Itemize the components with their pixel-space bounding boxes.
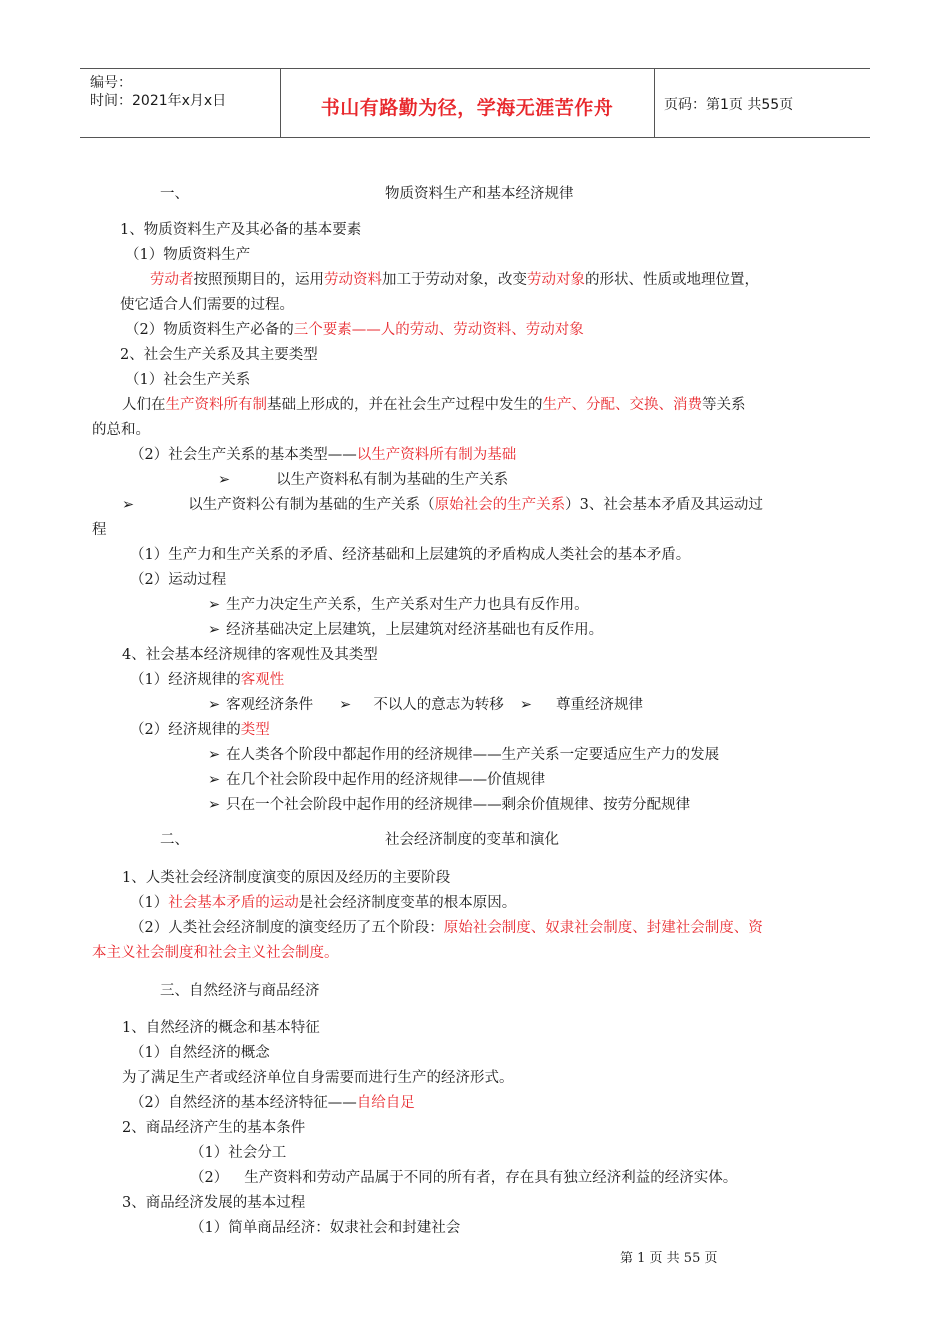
heading-4: 4、社会基本经济规律的客观性及其类型 xyxy=(122,647,378,663)
text-span: 加工于劳动对象，改变 xyxy=(382,272,527,288)
arrow-bullet-icon: ➢ xyxy=(122,497,135,513)
text-span: 的形状、性质或地理位置， xyxy=(585,272,759,288)
text-span: 基础上形成的，并在社会生产过程中发生的 xyxy=(267,397,543,413)
five-stages-continuation: 本主义社会制度和社会主义社会制度。 xyxy=(92,945,339,961)
three-elements: 三个要素——人的劳动、劳动资料、劳动对象 xyxy=(293,322,584,338)
term-laborer: 劳动者 xyxy=(150,272,194,288)
text-span: 是社会经济制度变革的根本原因。 xyxy=(298,895,517,911)
text-span: 在几个社会阶段中起作用的经济规律——价值规律 xyxy=(226,772,546,788)
text-span: （2）物质资料生产必备的 xyxy=(125,322,294,338)
subheading-1-1: （1）物质资料生产 xyxy=(125,247,251,263)
heading-1: 1、物质资料生产及其必备的基本要素 xyxy=(120,222,362,238)
text-span: 不以人的意志为转移 xyxy=(373,697,504,713)
term-ownership: 生产资料所有制 xyxy=(165,397,267,413)
heading-s2-1: 1、人类社会经济制度演变的原因及经历的主要阶段 xyxy=(122,870,451,886)
arrow-bullet-icon: ➢ xyxy=(208,622,221,638)
section-1-title: 物质资料生产和基本经济规律 xyxy=(385,186,574,202)
term-self-sufficiency: 自给自足 xyxy=(356,1095,415,1111)
paragraph-continuation-3: 程 xyxy=(92,522,107,538)
header-page-info: 页码：第1页 共55页 xyxy=(664,97,794,113)
section-2-number: 二、 xyxy=(160,832,189,848)
paragraph-relations-definition xyxy=(122,395,746,415)
arrow-bullet-icon: ➢ xyxy=(208,747,221,763)
text-span: 在人类各个阶段中都起作用的经济规律——生产关系一定要适应生产力的发展 xyxy=(226,747,720,763)
bullet-economic-base xyxy=(208,620,603,640)
subheading-3-1: （1）生产力和生产关系的矛盾、经济基础和上层建筑的矛盾构成人类社会的基本矛盾。 xyxy=(130,547,691,563)
subheading-s3-1-1: （1）自然经济的概念 xyxy=(130,1045,270,1061)
text-span: 客观经济条件 xyxy=(226,697,314,713)
text-span: 生产力决定生产关系，生产关系对生产力也具有反作用。 xyxy=(226,597,589,613)
term-objectivity: 客观性 xyxy=(240,672,285,688)
header-motto-cell xyxy=(280,69,655,137)
text-span: 等关系 xyxy=(702,397,746,413)
section-3-title: 三、自然经济与商品经济 xyxy=(160,983,320,999)
header-motto: 书山有路勤为径，学海无涯苦作舟 xyxy=(320,97,614,119)
arrow-bullet-icon: ➢ xyxy=(208,697,221,713)
subheading-s3-2-1: （1）社会分工 xyxy=(190,1145,287,1161)
text-span: 尊重经济规律 xyxy=(555,697,643,713)
term-five-stages: 原始社会制度、奴隶社会制度、封建社会制度、资 xyxy=(443,920,763,936)
bullet-law-several-stages xyxy=(208,770,545,790)
term-based-on-ownership: 以生产资料所有制为基础 xyxy=(356,447,517,463)
subheading-4-1 xyxy=(130,670,284,690)
bullet-productive-forces xyxy=(208,595,589,615)
subheading-4-2 xyxy=(130,720,270,740)
term-types: 类型 xyxy=(240,722,270,738)
header-right-cell xyxy=(654,69,870,137)
arrow-bullet-icon: ➢ xyxy=(339,697,352,713)
arrow-bullet-icon: ➢ xyxy=(208,597,221,613)
term-labor-object: 劳动对象 xyxy=(527,272,585,288)
arrow-bullet-icon: ➢ xyxy=(208,772,221,788)
paragraph-continuation-2: 的总和。 xyxy=(92,422,150,438)
header-left-cell xyxy=(80,69,281,137)
heading-2: 2、社会生产关系及其主要类型 xyxy=(120,347,318,363)
subheading-s2-1-1 xyxy=(130,893,516,913)
bullet-public-ownership xyxy=(122,495,763,515)
term-primitive-relations: 原始社会的生产关系 xyxy=(434,497,566,513)
text-span: 经济基础决定上层建筑，上层建筑对经济基础也有反作用。 xyxy=(226,622,604,638)
text-span: （2）经济规律的 xyxy=(130,722,241,738)
section-1-number: 一、 xyxy=(160,186,189,202)
term-labor-means: 劳动资料 xyxy=(324,272,382,288)
heading-s3-3: 3、商品经济发展的基本过程 xyxy=(122,1195,306,1211)
subheading-s3-3-1: （1）简单商品经济：奴隶社会和封建社会 xyxy=(190,1220,461,1236)
bullet-row-objectivity xyxy=(208,695,643,715)
text-span: 人们在 xyxy=(122,397,166,413)
date-label: 时间：2021年x月x日 xyxy=(90,93,227,109)
text-span: 只在一个社会阶段中起作用的经济规律——剩余价值规律、按劳分配规律 xyxy=(226,797,691,813)
term-basic-contradiction: 社会基本矛盾的运动 xyxy=(168,895,299,911)
subheading-1-2 xyxy=(125,320,584,340)
heading-s3-1: 1、自然经济的概念和基本特征 xyxy=(122,1020,320,1036)
text-span: （1） xyxy=(130,895,169,911)
document-header xyxy=(80,68,870,138)
text-span: 以生产资料私有制为基础的生产关系 xyxy=(276,472,509,488)
subheading-3-2: （2）运动过程 xyxy=(130,572,227,588)
bullet-private-ownership xyxy=(218,470,508,490)
text-span: （2） xyxy=(190,1170,229,1186)
text-span: （2）自然经济的基本经济特征—— xyxy=(130,1095,357,1111)
subheading-2-1: （1）社会生产关系 xyxy=(125,372,251,388)
subheading-s3-1-2 xyxy=(130,1093,415,1113)
page-footer: 第 1 页 共 55 页 xyxy=(620,1251,718,1266)
text-span: ）3、社会基本矛盾及其运动过 xyxy=(565,497,763,513)
text-span: （1）经济规律的 xyxy=(130,672,241,688)
bullet-law-one-stage xyxy=(208,795,690,815)
code-label: 编号： xyxy=(90,75,132,91)
text-span: 按照预期目的，运用 xyxy=(193,272,324,288)
text-span: （2）人类社会经济制度的演变经历了五个阶段： xyxy=(130,920,444,936)
text-span: 生产资料和劳动产品属于不同的所有者，存在具有独立经济利益的经济实体。 xyxy=(244,1170,738,1186)
heading-s3-2: 2、商品经济产生的基本条件 xyxy=(122,1120,306,1136)
text-span: （2）社会生产关系的基本类型—— xyxy=(130,447,357,463)
arrow-bullet-icon: ➢ xyxy=(208,797,221,813)
term-production-distribution: 生产、分配、交换、消费 xyxy=(542,397,702,413)
text-span: 以生产资料公有制为基础的生产关系（ xyxy=(188,497,435,513)
bullet-law-all-stages xyxy=(208,745,719,765)
section-2-title: 社会经济制度的变革和演化 xyxy=(385,832,559,848)
paragraph-production-definition xyxy=(150,270,759,290)
arrow-bullet-icon: ➢ xyxy=(519,697,532,713)
paragraph-continuation: 使它适合人们需要的过程。 xyxy=(120,297,294,313)
paragraph-natural-economy: 为了满足生产者或经济单位自身需要而进行生产的经济形式。 xyxy=(122,1070,514,1086)
subheading-s2-1-2 xyxy=(130,918,763,938)
subheading-2-2 xyxy=(130,445,516,465)
arrow-bullet-icon: ➢ xyxy=(218,472,231,488)
subheading-s3-2-2 xyxy=(190,1168,737,1188)
